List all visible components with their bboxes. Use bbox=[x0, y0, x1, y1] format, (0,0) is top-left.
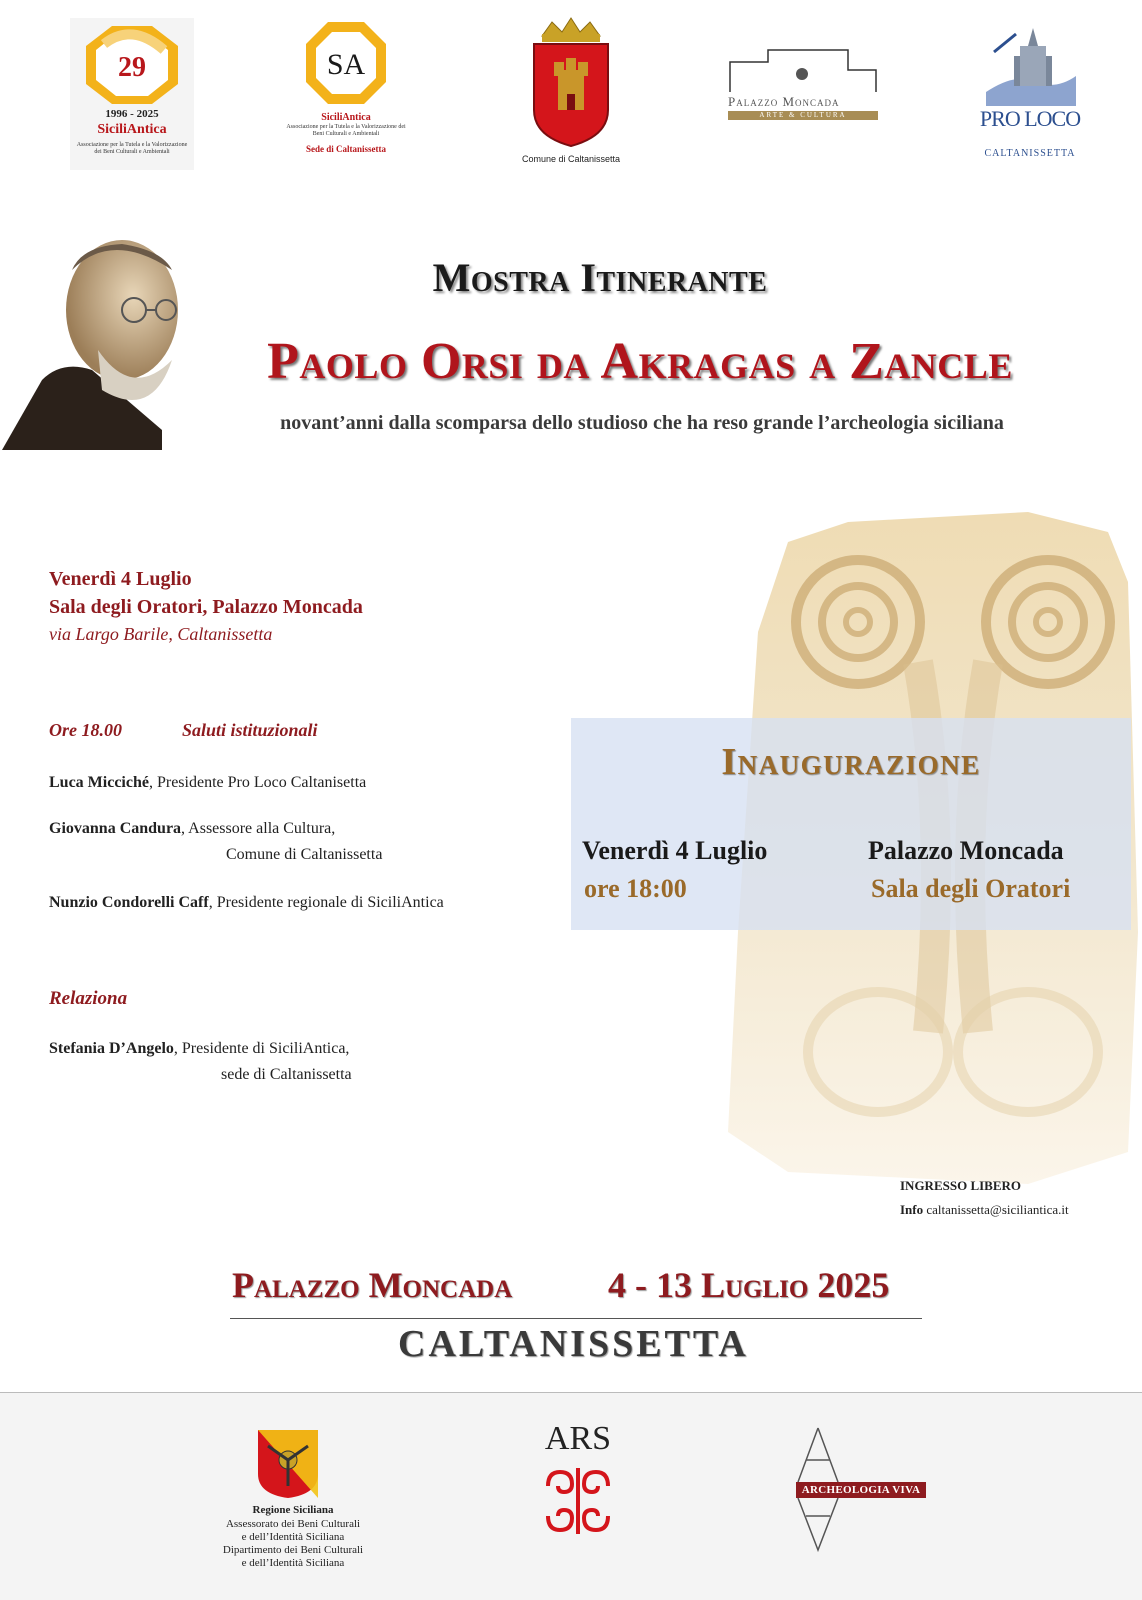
archeologia-viva-logo bbox=[796, 1424, 926, 1554]
free-entry-notice: INGRESSO LIBERO bbox=[900, 1178, 1022, 1193]
coat-of-arms-icon bbox=[528, 14, 614, 150]
anniversary-description: Associazione per la Tutela e la Valorizzazione dei Beni Culturali e Ambientali bbox=[76, 142, 188, 155]
program-heading: Saluti istituzionali bbox=[182, 720, 318, 740]
palazzo-skyline-icon bbox=[728, 48, 878, 92]
event-date: Venerdì 4 Luglio bbox=[49, 568, 192, 590]
regione-line: Assessorato dei Beni Culturali bbox=[225, 1518, 361, 1530]
regione-line: e dell’Identità Siciliana bbox=[241, 1531, 345, 1543]
sicilantica-mark: SA bbox=[326, 48, 366, 81]
anniversary-number: 29 bbox=[118, 52, 146, 83]
exhibition-subtitle: novant’anni dalla scomparsa dello studioso che ha reso grande l’archeologia siciliana bbox=[280, 412, 1004, 434]
paolo-orsi-portrait bbox=[2, 230, 222, 450]
inauguration-time: ore 18:00 bbox=[584, 874, 687, 903]
bottom-city: CALTANISSETTA bbox=[398, 1323, 749, 1365]
regione-title: Regione Siciliana bbox=[252, 1504, 334, 1516]
relaziona-label: Relaziona bbox=[49, 988, 128, 1009]
trinacria-shield-icon bbox=[256, 1428, 320, 1500]
program-time: Ore 18.00 bbox=[49, 720, 122, 740]
regione-siciliana-logo bbox=[198, 1428, 388, 1588]
divider bbox=[230, 1318, 922, 1319]
bottom-venue: Palazzo Moncada bbox=[232, 1265, 513, 1305]
proloco-logo bbox=[960, 18, 1100, 168]
inauguration-venue: Palazzo Moncada bbox=[868, 836, 1064, 865]
speaker-role: , Presidente regionale di SiciliAntica bbox=[208, 894, 444, 911]
speaker-name: Stefania D’Angelo bbox=[49, 1040, 174, 1057]
speaker-role: , Assessore alla Cultura, bbox=[181, 820, 336, 837]
ars-text: ARS bbox=[544, 1420, 612, 1457]
exhibition-title: Paolo Orsi da Akragas a Zancle bbox=[267, 333, 1013, 390]
inauguration-room: Sala degli Oratori bbox=[871, 874, 1071, 903]
ars-logo bbox=[538, 1420, 618, 1540]
regione-departments bbox=[198, 1518, 388, 1570]
sicilantica-mark-icon bbox=[304, 20, 388, 108]
speaker-name: Luca Micciché bbox=[49, 774, 149, 791]
sicilantica-anniversary-logo bbox=[70, 18, 194, 170]
speaker-line bbox=[49, 774, 366, 792]
title-kicker: Mostra Itinerante bbox=[432, 255, 768, 300]
info-label: Info bbox=[900, 1202, 924, 1217]
inauguration-title: Inaugurazione bbox=[721, 741, 981, 783]
comune-caption: Comune di Caltanissetta bbox=[521, 154, 621, 164]
speaker-name: Nunzio Condorelli Caff bbox=[49, 894, 209, 911]
event-address: via Largo Barile, Caltanissetta bbox=[49, 624, 273, 644]
info-email: caltanissetta@siciliantica.it bbox=[926, 1202, 1069, 1217]
sicilantica-description: Associazione per la Tutela e la Valorizzazione dei Beni Culturali e Ambientali bbox=[286, 124, 406, 137]
speaker-role: , Presidente di SiciliAntica, bbox=[173, 1040, 350, 1057]
comune-caltanissetta-logo bbox=[516, 14, 626, 172]
speaker-role-continuation: sede di Caltanissetta bbox=[221, 1066, 352, 1083]
event-venue: Sala degli Oratori, Palazzo Moncada bbox=[49, 596, 363, 618]
inauguration-date: Venerdì 4 Luglio bbox=[582, 836, 768, 865]
anniversary-brand: SiciliAntica bbox=[97, 122, 167, 137]
speaker-line bbox=[49, 894, 444, 912]
speaker-role-continuation: Comune di Caltanissetta bbox=[226, 846, 383, 863]
speaker-role: , Presidente Pro Loco Caltanisetta bbox=[148, 774, 367, 791]
palazzo-moncada-logo bbox=[722, 40, 882, 130]
cathedral-icon bbox=[986, 22, 1076, 106]
regione-line: Dipartimento dei Beni Culturali bbox=[222, 1544, 364, 1556]
anniversary-badge-icon bbox=[82, 24, 182, 106]
regione-line: e dell’Identità Siciliana bbox=[241, 1557, 345, 1569]
info-contact bbox=[900, 1202, 1069, 1218]
ars-spiral-icon bbox=[544, 1468, 612, 1534]
palazzo-tagline: ARTE & CULTURA bbox=[728, 111, 878, 120]
proloco-city: CALTANISSETTA bbox=[984, 148, 1076, 159]
speaker-line bbox=[49, 1040, 349, 1058]
anniversary-years: 1996 - 2025 bbox=[105, 108, 159, 120]
sicilantica-brand: SiciliAntica bbox=[321, 112, 371, 123]
proloco-name: PRO LOCO bbox=[979, 106, 1081, 131]
speaker-line bbox=[49, 820, 335, 838]
speaker-name: Giovanna Candura bbox=[49, 820, 182, 837]
palazzo-name: Palazzo Moncada bbox=[728, 94, 840, 109]
archeologia-viva-text: ARCHEOLOGIA VIVA bbox=[796, 1482, 926, 1498]
sicilantica-seat: Sede di Caltanissetta bbox=[305, 144, 386, 154]
bottom-dates: 4 - 13 Luglio 2025 bbox=[608, 1265, 890, 1305]
sicilantica-logo bbox=[276, 20, 416, 160]
